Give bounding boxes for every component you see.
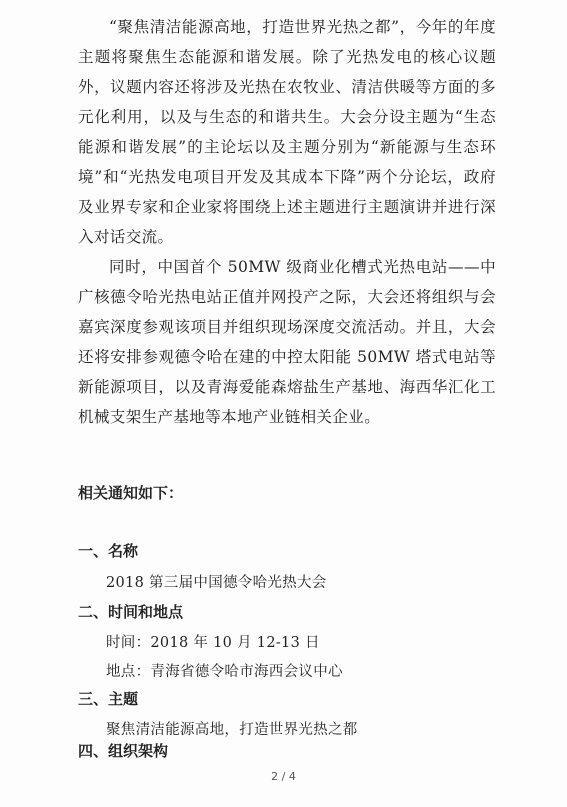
section-org-title: 四、组织架构 (78, 742, 169, 760)
notice-heading: 相关通知如下： (78, 484, 184, 502)
section-time-place-title: 二、时间和地点 (78, 603, 184, 621)
section-name-title: 一、名称 (78, 542, 139, 560)
section-theme-title: 三、主题 (78, 690, 139, 708)
section-place-value: 地点：青海省德令哈市海西会议中心 (106, 664, 343, 680)
paragraph-theme-intro: “聚焦清洁能源高地，打造世界光热之都”，今年的年度主题将聚焦生态能源和谐发展。除了光热发电的核心议题外，议题内容还将涉及光热在农牧业、清洁供暖等方面的多元化利用，以及与生态的和谐共生。大会分设主题为“生态能源和谐发展”的主论坛以及主题分别为“新能源与生态环境”和“光热发电项目开发及其成本下降”两个分论坛，政府及业界专家和企业家将围绕上述主题进行主题演讲并进行深入对话交流。 (78, 18, 496, 246)
section-name-value: 2018 第三届中国德令哈光热大会 (106, 575, 327, 591)
page-number: 2 / 4 (271, 770, 296, 783)
section-time-value: 时间：2018 年 10 月 12-13 日 (106, 635, 320, 651)
section-theme-value: 聚焦清洁能源高地，打造世界光热之都 (106, 722, 358, 738)
paragraph-site-visit: 同时，中国首个 50MW 级商业化槽式光热电站——中广核德令哈光热电站正值并网投产之际，大会还将组织与会嘉宾深度参观该项目并组织现场深度交流活动。并且，大会还将安排参观德令哈在建的中控太阳能 50MW 塔式电站等新能源项目，以及青海爱能森熔盐生产基地、海西华汇化工机械支架生产基地等本地产业链相关企业。 (78, 258, 496, 426)
body-text (78, 12, 496, 432)
